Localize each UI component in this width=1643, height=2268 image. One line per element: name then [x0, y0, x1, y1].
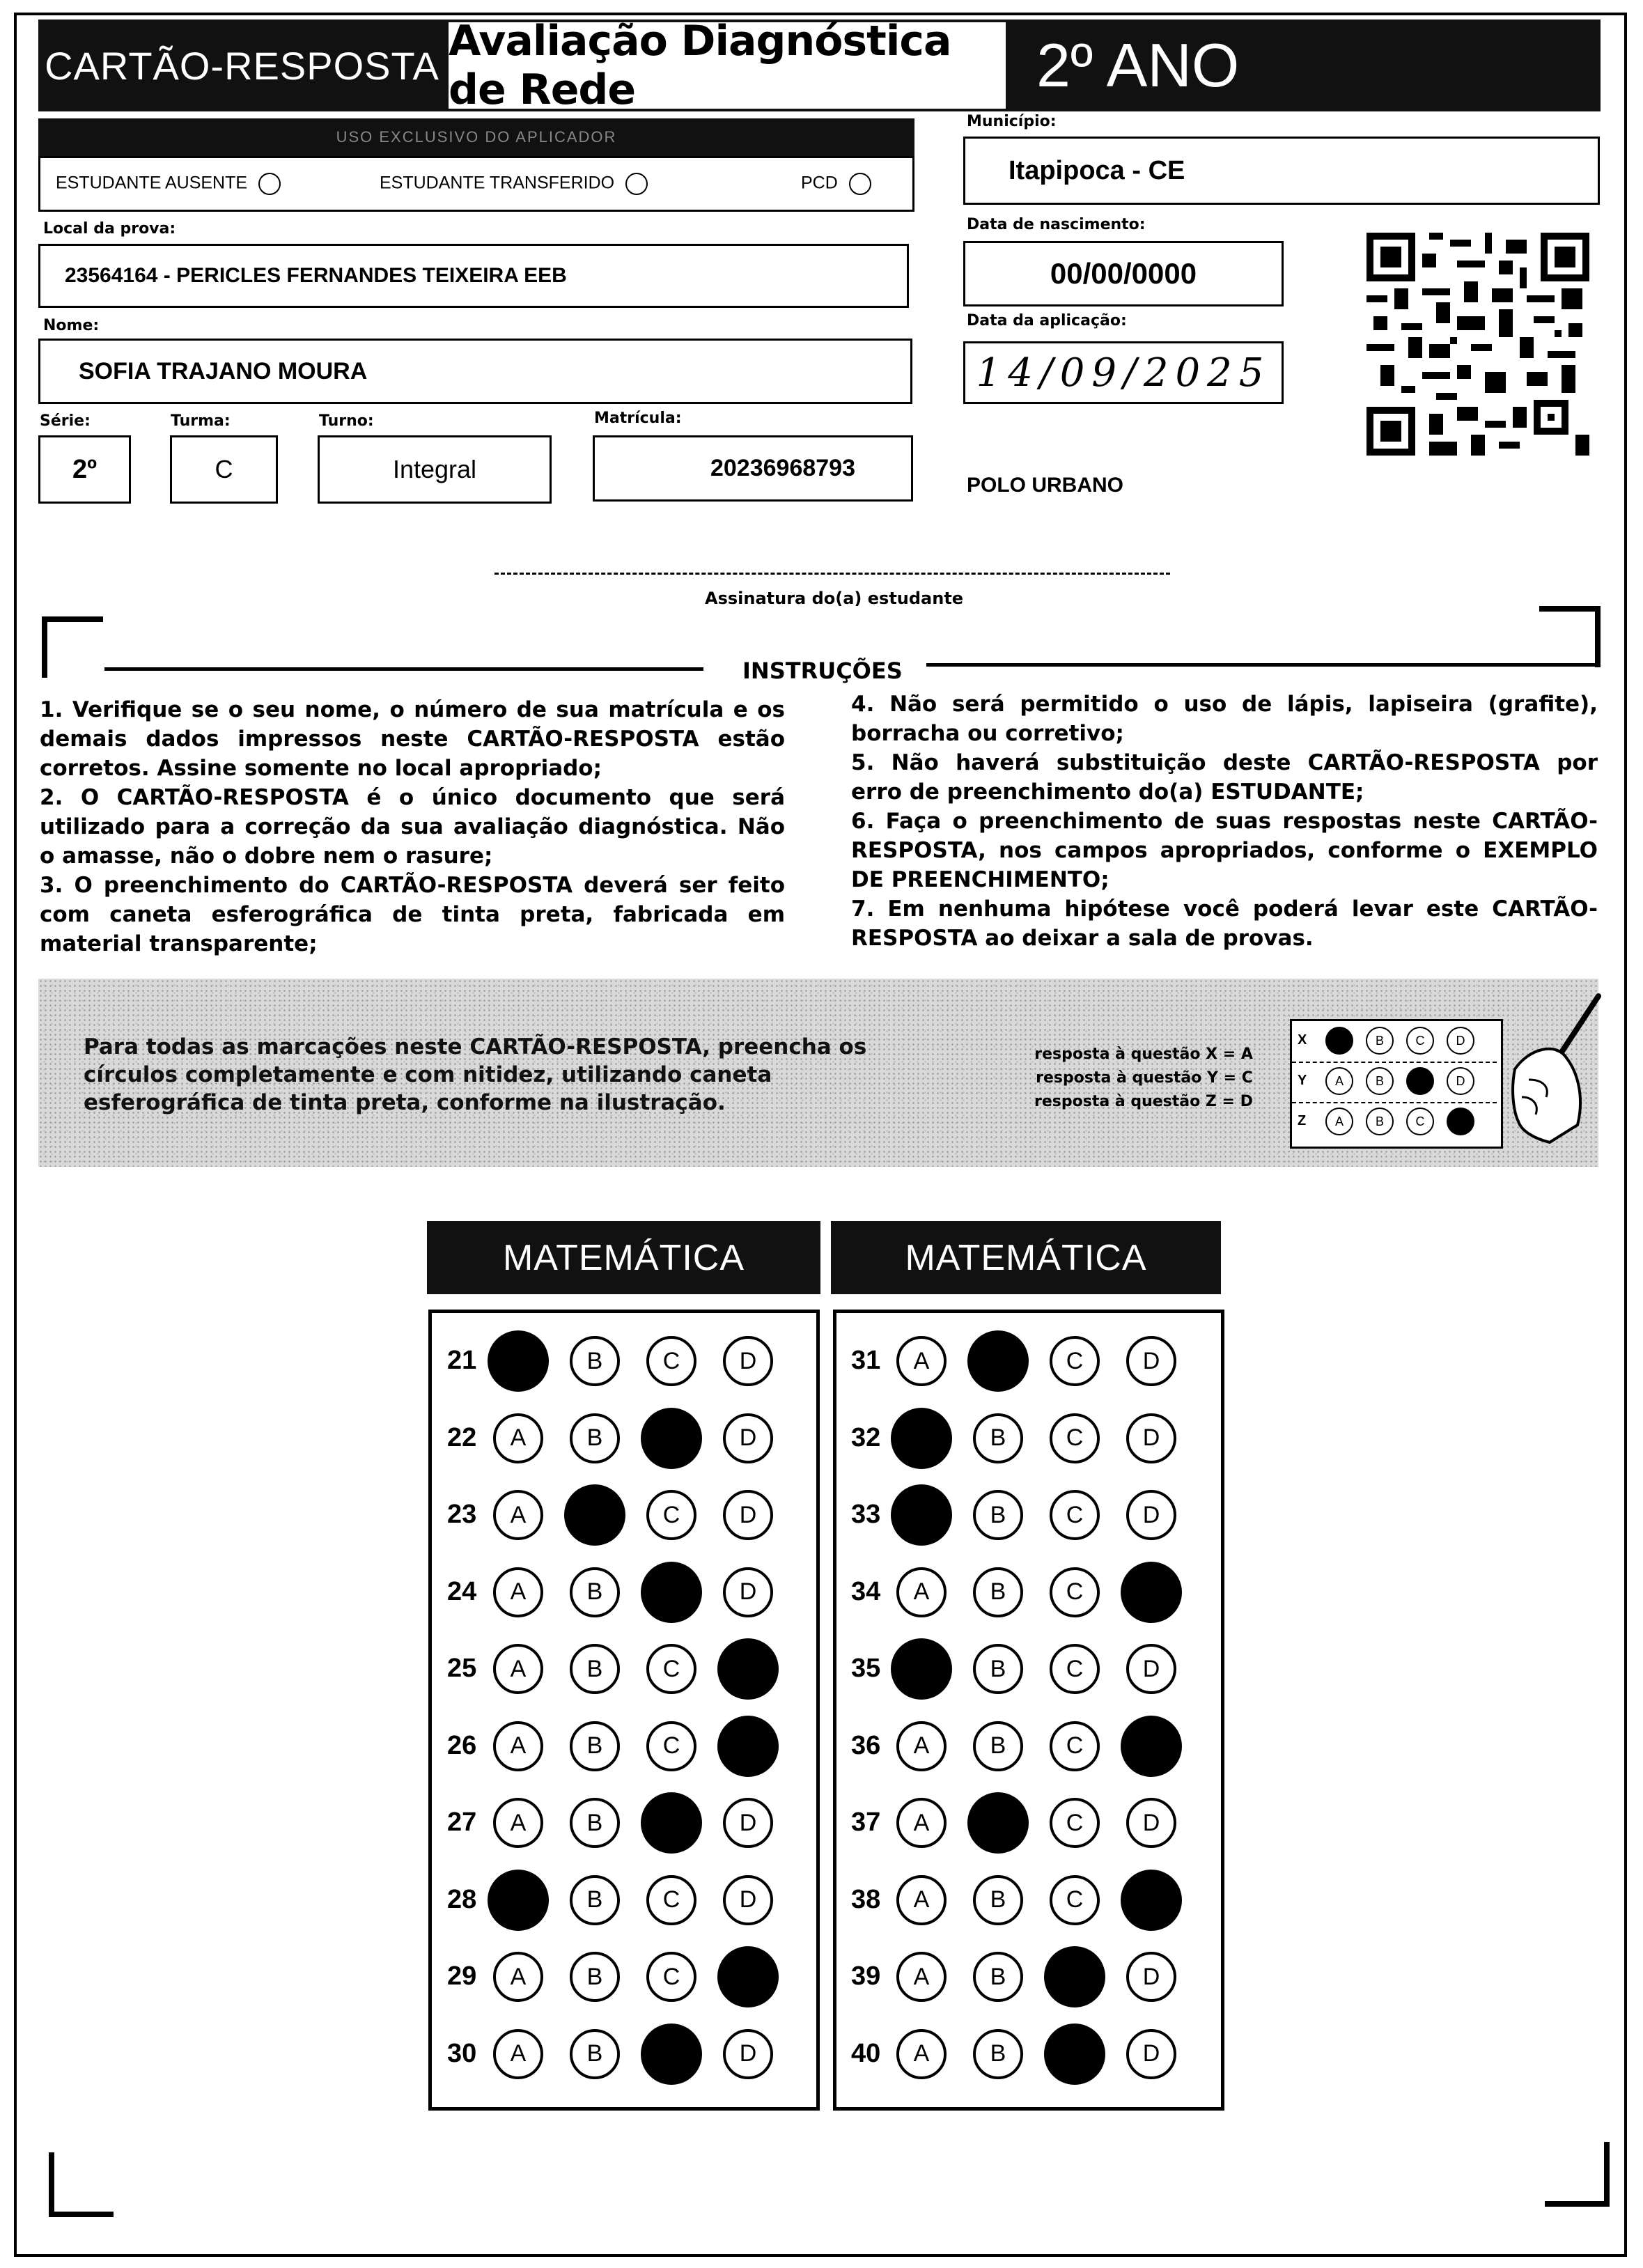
applicator-bar: USO EXCLUSIVO DO APLICADOR [38, 118, 914, 156]
polo-label: POLO URBANO [967, 474, 1123, 497]
answer-bubble-d[interactable]: D [1126, 1644, 1176, 1694]
birth-value: 00/00/0000 [1050, 257, 1197, 290]
card-title: CARTÃO-RESPOSTA [38, 20, 446, 111]
example-bubble-b: B [1366, 1067, 1394, 1095]
instruction-6: 6. Faça o preenchimento de suas respostas neste CARTÃO-RESPOSTA, nos campos apropriados, conforme o EXEMPLO DE PREENCHIMENTO; [851, 809, 1598, 892]
instruction-3: 3. O preenchimento do CARTÃO-RESPOSTA deverá ser feito com caneta esferográfica de tinta preta, fabricada em material transparente; [40, 873, 785, 956]
example-bubble-b: B [1366, 1027, 1394, 1055]
answer-bubble-b[interactable]: B [973, 2029, 1023, 2079]
answer-bubble-c[interactable]: C [1050, 1644, 1100, 1694]
question-number: 27 [447, 1808, 477, 1837]
question-number: 32 [851, 1422, 881, 1452]
answer-bubble-d[interactable]: D [723, 1798, 773, 1848]
birth-label: Data de nascimento: [967, 216, 1146, 233]
applicator-options [38, 156, 914, 212]
answer-bubble-d[interactable]: D [1126, 1413, 1176, 1463]
question-number: 23 [447, 1500, 477, 1529]
instruction-5: 5. Não haverá substituição deste CARTÃO-RESPOSTA por erro de preenchimento do(a) ESTUDANTE; [851, 750, 1598, 805]
instruction-4: 4. Não será permitido o uso de lápis, lapiseira (grafite), borracha ou corretivo; [851, 692, 1598, 746]
qr-code [1366, 233, 1589, 456]
answer-bubble-c[interactable]: C [1050, 1336, 1100, 1386]
answer-bubble-c[interactable] [641, 1562, 702, 1623]
answer-bubble-c[interactable] [1044, 2024, 1105, 2085]
answer-bubble-a[interactable]: A [493, 1798, 543, 1848]
answer-bubble-a[interactable] [891, 1484, 952, 1546]
transferred-option[interactable] [380, 173, 648, 195]
answer-bubble-c[interactable]: C [1050, 1721, 1100, 1771]
answer-bubble-c[interactable]: C [1050, 1875, 1100, 1925]
answer-bubble-a[interactable]: A [493, 1490, 543, 1540]
serie-field [38, 435, 131, 504]
question-number: 26 [447, 1730, 477, 1760]
example-bubble-c: C [1406, 1108, 1434, 1135]
answer-bubble-a[interactable]: A [896, 1798, 947, 1848]
answer-bubble-b[interactable]: B [973, 1721, 1023, 1771]
section-title: MATEMÁTICA [427, 1221, 820, 1294]
example-bubble-d: D [1447, 1067, 1474, 1095]
answer-bubble-b[interactable]: B [570, 1644, 620, 1694]
instructions-title: INSTRUÇÕES [742, 658, 903, 684]
question-number: 30 [447, 2038, 477, 2068]
turma-field [170, 435, 278, 504]
answer-bubble-b[interactable]: B [570, 1952, 620, 2002]
answer-bubble-c[interactable]: C [646, 1875, 696, 1925]
answer-bubble-a[interactable]: A [493, 2029, 543, 2079]
example-bubble-b: B [1366, 1108, 1394, 1135]
example-bubble-a: A [1325, 1108, 1353, 1135]
answer-bubble-a[interactable]: A [896, 2029, 947, 2079]
question-number: 37 [851, 1808, 881, 1837]
application-date-value: 14/09/2025 [976, 350, 1271, 396]
answer-bubble-b[interactable]: B [973, 1567, 1023, 1617]
answer-bubble-b[interactable]: B [570, 2029, 620, 2079]
answer-bubble-c[interactable]: C [1050, 1490, 1100, 1540]
section-title: MATEMÁTICA [831, 1221, 1221, 1294]
signature-line[interactable] [495, 573, 1170, 575]
answer-bubble-a[interactable]: A [493, 1952, 543, 2002]
answer-bubble-c[interactable] [641, 1408, 702, 1469]
example-row-label: Y [1298, 1073, 1307, 1088]
answer-bubble-c[interactable]: C [1050, 1567, 1100, 1617]
instruction-7: 7. Em nenhuma hipótese você poderá levar este CARTÃO-RESPOSTA ao deixar a sala de provas. [851, 896, 1598, 951]
answer-bubble-b[interactable]: B [570, 1567, 620, 1617]
answer-bubble-a[interactable]: A [896, 1567, 947, 1617]
instructions-right-column [851, 690, 1598, 953]
question-number: 28 [447, 1884, 477, 1914]
exam-title: Avaliação Diagnóstica de Rede [446, 20, 1009, 111]
municipio-field [963, 137, 1600, 205]
question-number: 33 [851, 1500, 881, 1529]
question-number: 22 [447, 1422, 477, 1452]
question-number: 40 [851, 2038, 881, 2068]
answer-bubble-b[interactable]: B [570, 1721, 620, 1771]
answer-bubble-c[interactable]: C [646, 1644, 696, 1694]
application-date-label: Data da aplicação: [967, 312, 1127, 329]
answer-bubble-c[interactable] [641, 1792, 702, 1854]
question-number: 24 [447, 1576, 477, 1606]
question-number: 31 [851, 1346, 881, 1375]
corner-mark-top-right [1539, 606, 1601, 667]
answer-bubble-c[interactable]: C [646, 1952, 696, 2002]
answer-bubble-b[interactable]: B [570, 1798, 620, 1848]
answer-bubble-d[interactable] [717, 1946, 779, 2007]
answer-bubble-d[interactable] [717, 1638, 779, 1700]
answer-bubble-a[interactable]: A [896, 1875, 947, 1925]
answer-bubble-d[interactable] [1121, 1716, 1182, 1777]
transferred-bubble[interactable] [625, 173, 648, 195]
municipio-label: Município: [967, 113, 1057, 130]
pcd-option[interactable] [801, 173, 871, 195]
name-label: Nome: [43, 317, 100, 334]
answer-bubble-b[interactable]: B [570, 1336, 620, 1386]
answer-bubble-a[interactable]: A [493, 1413, 543, 1463]
example-bubble-c [1406, 1067, 1434, 1095]
answer-bubble-a[interactable] [488, 1330, 549, 1392]
answer-bubble-d[interactable]: D [723, 1875, 773, 1925]
answer-bubble-c[interactable] [1044, 1946, 1105, 2007]
question-number: 39 [851, 1962, 881, 1991]
absent-bubble[interactable] [258, 173, 281, 195]
answer-bubble-b[interactable]: B [570, 1875, 620, 1925]
turno-label: Turno: [319, 412, 374, 430]
question-number: 25 [447, 1654, 477, 1683]
example-row-label: X [1298, 1032, 1307, 1048]
legend-y: resposta à questão Y = C [1036, 1069, 1253, 1087]
application-date-field[interactable] [963, 341, 1284, 404]
answer-bubble-b[interactable]: B [973, 1490, 1023, 1540]
answer-bubble-c[interactable]: C [646, 1721, 696, 1771]
answer-bubble-a[interactable] [488, 1870, 549, 1931]
instruction-2: 2. O CARTÃO-RESPOSTA é o único documento que será utilizado para a correção da sua avaliação diagnóstica. Não o amasse, não o dobre nem o rasure; [40, 785, 785, 869]
serie-label: Série: [40, 412, 91, 430]
answer-bubble-a[interactable] [891, 1408, 952, 1469]
absent-label: ESTUDANTE AUSENTE [56, 173, 248, 193]
answer-bubble-b[interactable]: B [973, 1413, 1023, 1463]
example-row-divider [1292, 1062, 1497, 1063]
answer-bubble-d[interactable]: D [723, 1336, 773, 1386]
answer-bubble-d[interactable] [1121, 1562, 1182, 1623]
answer-bubble-c[interactable]: C [646, 1490, 696, 1540]
question-number: 34 [851, 1576, 881, 1606]
answer-bubble-b[interactable]: B [570, 1413, 620, 1463]
pcd-label: PCD [801, 173, 838, 193]
example-bubble-a [1325, 1027, 1353, 1055]
answer-bubble-b[interactable] [967, 1792, 1029, 1854]
answer-bubble-c[interactable]: C [1050, 1798, 1100, 1848]
turno-value: Integral [392, 455, 477, 483]
answer-bubble-a[interactable]: A [896, 1336, 947, 1386]
example-bubble-a: A [1325, 1067, 1353, 1095]
answer-bubble-d[interactable] [1121, 1870, 1182, 1931]
answer-bubble-d[interactable]: D [723, 1413, 773, 1463]
turma-label: Turma: [171, 412, 231, 430]
example-bubble-c: C [1406, 1027, 1434, 1055]
corner-mark-bottom-right [1545, 2142, 1610, 2207]
serie-value: 2º [72, 454, 97, 484]
local-field [38, 244, 909, 308]
fill-example-band [38, 979, 1598, 1167]
fill-example-grid [1290, 1019, 1503, 1149]
turno-field [318, 435, 552, 504]
answer-bubble-c[interactable]: C [1050, 1413, 1100, 1463]
matricula-field [593, 435, 913, 502]
matricula-value: 20236968793 [710, 455, 855, 481]
turma-value: C [215, 455, 233, 483]
absent-option[interactable] [56, 173, 281, 195]
matricula-label: Matrícula: [594, 410, 682, 427]
answer-bubble-d[interactable]: D [723, 2029, 773, 2079]
local-value: 23564164 - PERICLES FERNANDES TEIXEIRA EEB [65, 264, 567, 287]
answer-bubble-a[interactable]: A [896, 1952, 947, 2002]
instructions-rule-right [926, 663, 1595, 667]
transferred-label: ESTUDANTE TRANSFERIDO [380, 173, 615, 193]
example-bubble-d: D [1447, 1027, 1474, 1055]
hand-pen-icon [1480, 993, 1605, 1146]
corner-mark-bottom-left [49, 2152, 114, 2217]
question-number: 38 [851, 1884, 881, 1914]
answer-bubble-b[interactable]: B [973, 1644, 1023, 1694]
corner-mark-top-left [42, 616, 103, 678]
answer-bubble-b[interactable] [564, 1484, 625, 1546]
pcd-bubble[interactable] [849, 173, 871, 195]
example-bubble-d [1447, 1108, 1474, 1135]
question-number: 36 [851, 1730, 881, 1760]
answer-bubble-a[interactable]: A [493, 1567, 543, 1617]
answer-bubble-d[interactable] [717, 1716, 779, 1777]
answer-bubble-b[interactable]: B [973, 1875, 1023, 1925]
answer-bubble-d[interactable]: D [1126, 2029, 1176, 2079]
fill-example-text: Para todas as marcações neste CARTÃO-RESPOSTA, preencha os círculos completamente e com nitidez, utilizando caneta esferográfica de tinta preta, conforme na ilustração. [84, 1034, 867, 1115]
name-value: SOFIA TRAJANO MOURA [79, 357, 368, 385]
name-field [38, 339, 912, 404]
example-row-label: Z [1298, 1113, 1307, 1128]
answer-bubble-d[interactable]: D [1126, 1952, 1176, 2002]
birth-field [963, 241, 1284, 306]
answer-bubble-b[interactable]: B [973, 1952, 1023, 2002]
answer-bubble-a[interactable]: A [493, 1721, 543, 1771]
answer-bubble-c[interactable] [641, 2024, 702, 2085]
legend-x: resposta à questão X = A [1034, 1046, 1253, 1063]
question-number: 35 [851, 1654, 881, 1683]
answer-bubble-d[interactable]: D [1126, 1798, 1176, 1848]
example-row-divider [1292, 1102, 1497, 1103]
instructions-rule-left [104, 667, 703, 671]
grade-title: 2º ANO [1009, 20, 1601, 111]
answer-bubble-d[interactable]: D [1126, 1490, 1176, 1540]
instruction-1: 1. Verifique se o seu nome, o número de sua matrícula e os demais dados impressos neste CARTÃO-RESPOSTA estão corretos. Assine somente no local apropriado; [40, 697, 785, 781]
legend-z: resposta à questão Z = D [1034, 1093, 1253, 1110]
answer-bubble-d[interactable]: D [1126, 1336, 1176, 1386]
answer-bubble-a[interactable]: A [896, 1721, 947, 1771]
answer-bubble-d[interactable]: D [723, 1567, 773, 1617]
instructions-left-column [40, 695, 785, 958]
question-number: 29 [447, 1962, 477, 1991]
question-number: 21 [447, 1346, 477, 1375]
local-label: Local da prova: [43, 220, 176, 238]
answer-bubble-a[interactable]: A [493, 1644, 543, 1694]
municipio-value: Itapipoca - CE [1009, 155, 1185, 185]
answer-bubble-b[interactable] [967, 1330, 1029, 1392]
answer-bubble-d[interactable]: D [723, 1490, 773, 1540]
answer-bubble-c[interactable]: C [646, 1336, 696, 1386]
signature-label: Assinatura do(a) estudante [705, 589, 964, 608]
answer-bubble-a[interactable] [891, 1638, 952, 1700]
fill-example-legend [1034, 1043, 1253, 1114]
